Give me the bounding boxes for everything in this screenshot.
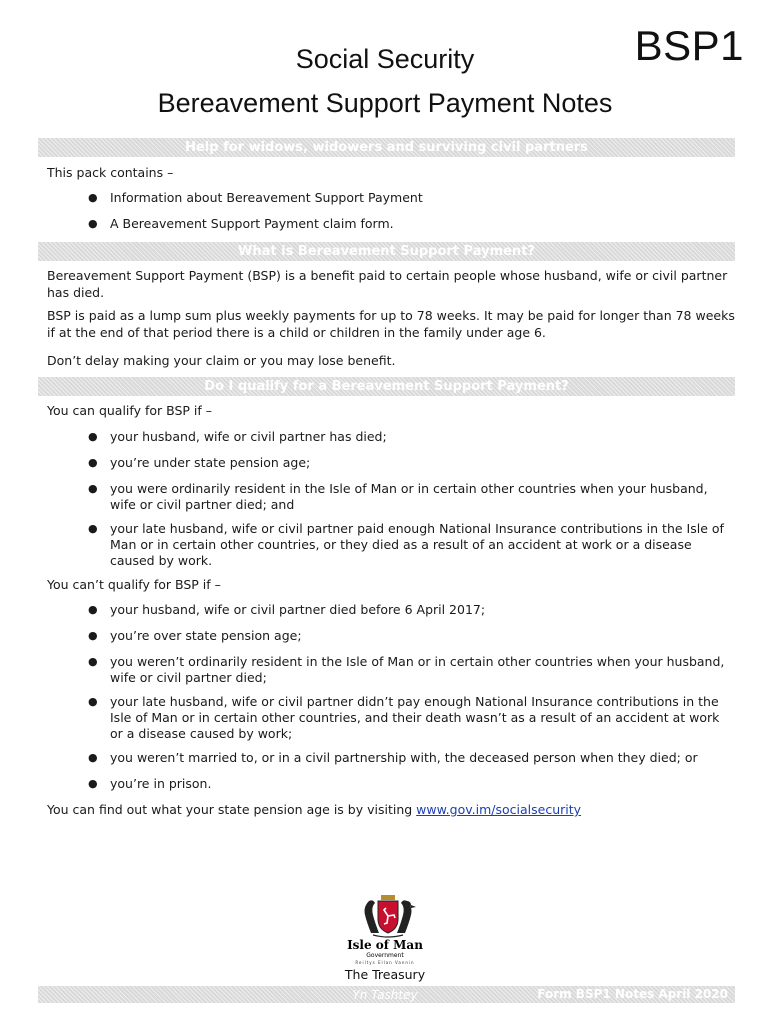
list-item bbox=[88, 216, 730, 232]
list-item bbox=[88, 694, 730, 742]
list-item bbox=[88, 481, 730, 513]
list-item bbox=[88, 521, 730, 569]
bullet-icon: ● bbox=[88, 191, 98, 204]
bullet-icon: ● bbox=[88, 629, 98, 642]
list-item-text: you’re over state pension age; bbox=[110, 628, 302, 643]
page-subtitle: Bereavement Support Payment Notes bbox=[157, 88, 613, 118]
list-item-text: Information about Bereavement Support Payment bbox=[110, 190, 423, 205]
footer-gaelic-name: Yn Tashtey bbox=[352, 988, 418, 1002]
logo-motto: Reiltys Ellan Vannin bbox=[355, 960, 415, 965]
section-heading-help: Help for widows, widowers and surviving civil partners bbox=[38, 138, 735, 157]
list-item-text: you’re under state pension age; bbox=[110, 455, 311, 470]
list-item bbox=[88, 750, 730, 766]
list-item-text: your husband, wife or civil partner has died; bbox=[110, 429, 387, 444]
bullet-icon: ● bbox=[88, 603, 98, 616]
list-item bbox=[88, 429, 730, 445]
list-item-text: your late husband, wife or civil partner paid enough National Insurance contributions in the Isle of Man or in certain other countries, or they died as a result of an accident at work or a disease caused by work. bbox=[110, 521, 724, 568]
pension-age-note bbox=[47, 801, 737, 818]
pack-intro: This pack contains – bbox=[47, 165, 174, 180]
footer-form-ref: Form BSP1 Notes April 2020 bbox=[537, 987, 728, 1001]
bullet-icon: ● bbox=[88, 430, 98, 443]
department-name: The Treasury bbox=[344, 967, 426, 982]
list-item-text: you’re in prison. bbox=[110, 776, 212, 791]
bullet-icon: ● bbox=[88, 777, 98, 790]
bullet-icon: ● bbox=[88, 655, 98, 668]
bullet-icon: ● bbox=[88, 695, 98, 708]
list-item-text: you weren’t ordinarily resident in the Isle of Man or in certain other countries when your husband, wife or civil partner died; bbox=[110, 654, 725, 685]
bullet-icon: ● bbox=[88, 751, 98, 764]
list-item-text: A Bereavement Support Payment claim form. bbox=[110, 216, 394, 231]
paragraph: BSP is paid as a lump sum plus weekly payments for up to 78 weeks. It may be paid for longer than 78 weeks if at the end of that period there is a child or children in the family under age 6. bbox=[47, 308, 735, 340]
section-heading-qualify: Do I qualify for a Bereavement Support Payment? bbox=[38, 377, 735, 396]
list-item-text: your late husband, wife or civil partner didn’t pay enough National Insurance contributions in the Isle of Man or in certain other countries, and their death wasn’t as a result of an accident at work or a disease caused by work; bbox=[110, 694, 720, 741]
list-item-text: you weren’t married to, or in a civil partnership with, the deceased person when they died; or bbox=[110, 750, 698, 765]
list-item-text: your husband, wife or civil partner died before 6 April 2017; bbox=[110, 602, 486, 617]
bullet-icon: ● bbox=[88, 522, 98, 535]
paragraph: Don’t delay making your claim or you may lose benefit. bbox=[47, 353, 396, 368]
list-item bbox=[88, 776, 730, 792]
list-item bbox=[88, 654, 730, 686]
can-qualify-intro: You can qualify for BSP if – bbox=[47, 403, 213, 418]
form-code: BSP1 bbox=[634, 22, 744, 69]
list-item bbox=[88, 190, 730, 206]
list-item bbox=[88, 602, 730, 618]
pension-age-text: You can find out what your state pension age is by visiting bbox=[47, 802, 417, 817]
cant-qualify-intro: You can’t qualify for BSP if – bbox=[47, 577, 221, 592]
logo-government: Government bbox=[366, 952, 404, 959]
bullet-icon: ● bbox=[88, 217, 98, 230]
social-security-link[interactable]: www.gov.im/socialsecurity bbox=[416, 802, 582, 817]
list-item-text: you were ordinarily resident in the Isle of Man or in certain other countries when your husband, wife or civil partner died; and bbox=[110, 481, 708, 512]
logo-wordmark: Isle of Man bbox=[347, 938, 423, 952]
paragraph: Bereavement Support Payment (BSP) is a benefit paid to certain people whose husband, wife or civil partner has died. bbox=[47, 268, 728, 300]
list-item bbox=[88, 628, 730, 644]
bullet-icon: ● bbox=[88, 456, 98, 469]
bullet-icon: ● bbox=[88, 482, 98, 495]
page-title: Social Security bbox=[295, 44, 475, 74]
section-heading-what: What is Bereavement Support Payment? bbox=[38, 242, 735, 261]
list-item bbox=[88, 455, 730, 471]
isle-of-man-crest-icon bbox=[353, 893, 423, 941]
